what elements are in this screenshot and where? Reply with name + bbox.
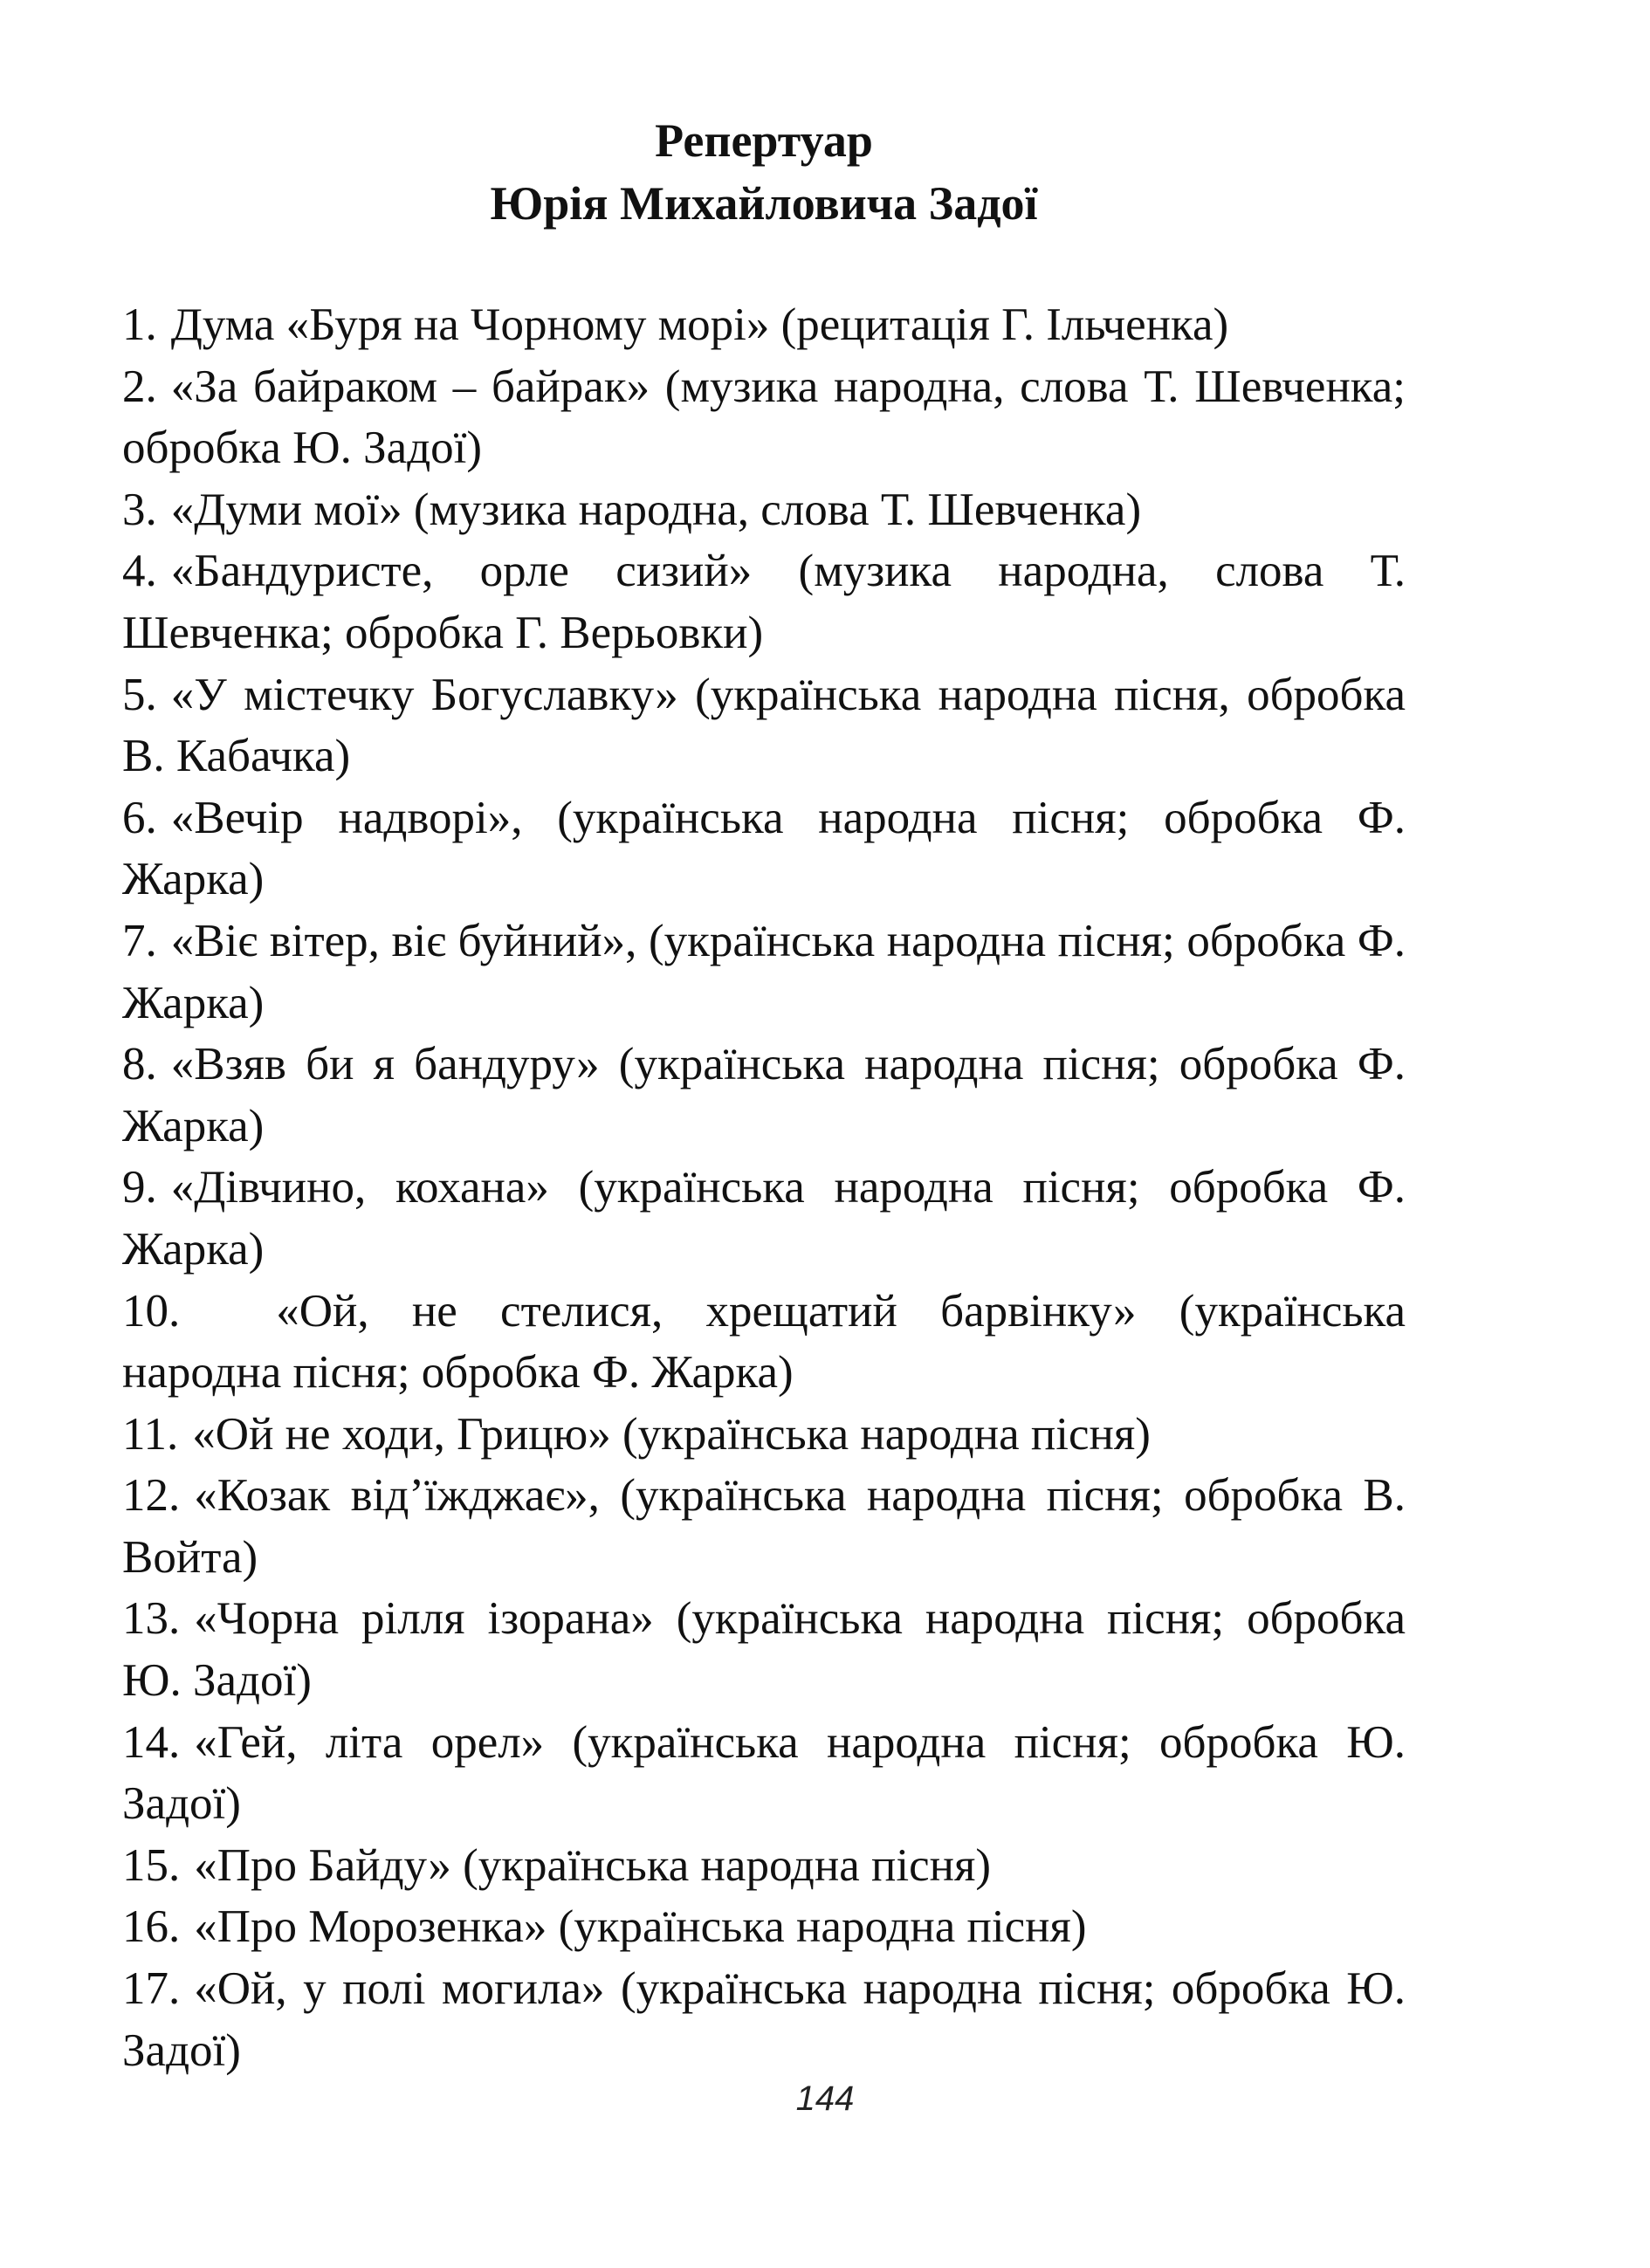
item-text: «Про Морозенка» (українська народна пісня) xyxy=(194,1901,1087,1953)
item-text: «Віє вітер, віє буйний», (українська народна пісня; обробка Ф. Жарка) xyxy=(122,915,1406,1028)
item-number: 13. xyxy=(122,1593,181,1645)
list-item xyxy=(122,1465,1406,1588)
list-item xyxy=(122,294,1406,356)
item-number: 2. xyxy=(122,361,157,412)
list-item xyxy=(122,540,1406,663)
item-number: 3. xyxy=(122,484,157,535)
item-number: 15. xyxy=(122,1839,181,1891)
list-item xyxy=(122,1835,1406,1897)
item-number: 5. xyxy=(122,669,157,720)
list-item xyxy=(122,1712,1406,1835)
item-number: 8. xyxy=(122,1039,157,1090)
item-number: 4. xyxy=(122,546,157,597)
item-text: «Дівчино, кохана» (українська народна пісня; обробка Ф. Жарка) xyxy=(122,1162,1406,1275)
list-item xyxy=(122,664,1406,787)
list-item xyxy=(122,1896,1406,1958)
list-item xyxy=(122,1281,1406,1404)
item-text: «Взяв би я бандуру» (українська народна пісня; обробка Ф. Жарка) xyxy=(122,1039,1406,1151)
item-text: «Чорна рілля ізорана» (українська народна пісня; обробка Ю. Задої) xyxy=(122,1593,1406,1707)
list-item xyxy=(122,1958,1406,2081)
item-text: «Козак від’їжджає», (українська народна пісня; обробка В. Войта) xyxy=(122,1470,1406,1583)
item-text: «Бандуристе, орле сизий» (музика народна, слова Т. Шевченка; обробка Г. Верьовки) xyxy=(122,546,1406,658)
item-text: «У містечку Богуславку» (українська народна пісня, обробка В. Кабачка) xyxy=(122,669,1406,782)
list-item xyxy=(122,356,1406,479)
title-line-2: Юрія Михайловича Задої xyxy=(490,177,1038,230)
title-line-1: Репертуар xyxy=(655,114,873,167)
item-text: «Вечір надворі», (українська народна пісня; обробка Ф. Жарка) xyxy=(122,792,1406,905)
item-text: «Ой, у полі могила» (українська народна пісня; обробка Ю. Задої) xyxy=(122,1963,1406,2076)
item-number: 6. xyxy=(122,792,157,843)
list-item xyxy=(122,787,1406,911)
list-item xyxy=(122,1404,1406,1466)
item-text: «Гей, літа орел» (українська народна пісня; обробка Ю. Задої) xyxy=(122,1716,1406,1830)
item-number: 17. xyxy=(122,1963,181,2015)
item-text: Дума «Буря на Чорному морі» (рецитація Г. Ільченка) xyxy=(170,299,1229,350)
page-title xyxy=(122,109,1406,235)
list-item xyxy=(122,1157,1406,1280)
item-text: «Про Байду» (українська народна пісня) xyxy=(194,1839,992,1891)
item-number: 11. xyxy=(122,1408,179,1460)
item-number: 16. xyxy=(122,1901,181,1953)
repertoire-list xyxy=(122,294,1406,2081)
item-number: 12. xyxy=(122,1470,181,1522)
list-item xyxy=(122,1034,1406,1157)
document-page xyxy=(122,109,1406,2081)
item-number: 14. xyxy=(122,1716,181,1768)
item-text: «За байраком – байрак» (музика народна, слова Т. Шевченка; обробка Ю. Задої) xyxy=(122,361,1406,474)
item-text: «Ой, не стелися, хрещатий барвінку» (українська народна пісня; обробка Ф. Жарка) xyxy=(122,1285,1406,1399)
list-item xyxy=(122,479,1406,541)
item-number: 10. xyxy=(122,1285,181,1337)
list-item xyxy=(122,911,1406,1034)
item-text: «Думи мої» (музика народна, слова Т. Шевченка) xyxy=(170,484,1142,535)
item-text: «Ой не ходи, Грицю» (українська народна пісня) xyxy=(192,1408,1151,1460)
item-number: 7. xyxy=(122,915,157,966)
item-number: 9. xyxy=(122,1162,157,1213)
page-number: 144 xyxy=(795,2079,855,2118)
item-number: 1. xyxy=(122,299,157,350)
list-item xyxy=(122,1588,1406,1711)
